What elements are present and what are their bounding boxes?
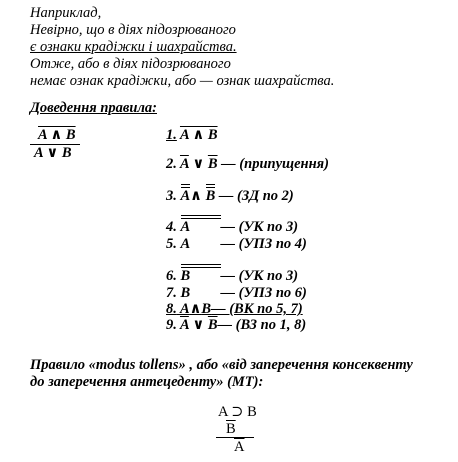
schema-premise: A ∧ B	[38, 127, 76, 143]
tollens-line-2: до заперечення антецеденту» (МТ):	[30, 374, 264, 390]
step-9: 9. $\overline{A}$ ∨ $\overline{B}—$ (ВЗ по 1, 8)	[166, 317, 307, 333]
step-8: 8. A∧B— (ВК по 5, 7)	[166, 301, 303, 317]
tollens-line-1: Правило «modus tollens» , або «від заперечення консеквенту	[30, 357, 413, 373]
step-4: 4. A — (УК по 3)	[166, 219, 299, 235]
step-5: 5. A — (УПЗ по 4)	[166, 236, 307, 252]
proof-title: Доведення правила:	[30, 100, 157, 116]
mt-premise: A ⊃ B	[218, 404, 257, 420]
intro-line-2: Невірно, що в діях підозрюваного	[30, 22, 236, 38]
schema-conclusion: $\overline{A}$ ∨ $\overline{B}$	[34, 145, 72, 161]
step-2: 2. $\overline{A}$ ∨ $\overline{B}$ — (припущення)	[166, 156, 329, 172]
intro-line-1: Наприклад,	[30, 5, 102, 21]
intro-line-3: є ознаки крадіжки і шахрайства.	[30, 39, 237, 55]
step-7: 7. B — (УПЗ по 6)	[166, 285, 307, 301]
mt-conclusion: $\overline{A}$	[234, 439, 245, 455]
step-3: 3. A∧ B — (ЗД по 2)	[166, 188, 294, 204]
intro-line-4: Отже, або в діях підозрюваного	[30, 56, 231, 72]
mt-line	[216, 437, 254, 438]
step-1: 1. A ∧ B	[166, 127, 218, 143]
mt-minor: $\overline{B}$	[226, 421, 236, 437]
step-6: 6. B — (УК по 3)	[166, 268, 299, 284]
intro-line-5: немає ознак крадіжки, або — ознак шахрайства.	[30, 73, 335, 89]
